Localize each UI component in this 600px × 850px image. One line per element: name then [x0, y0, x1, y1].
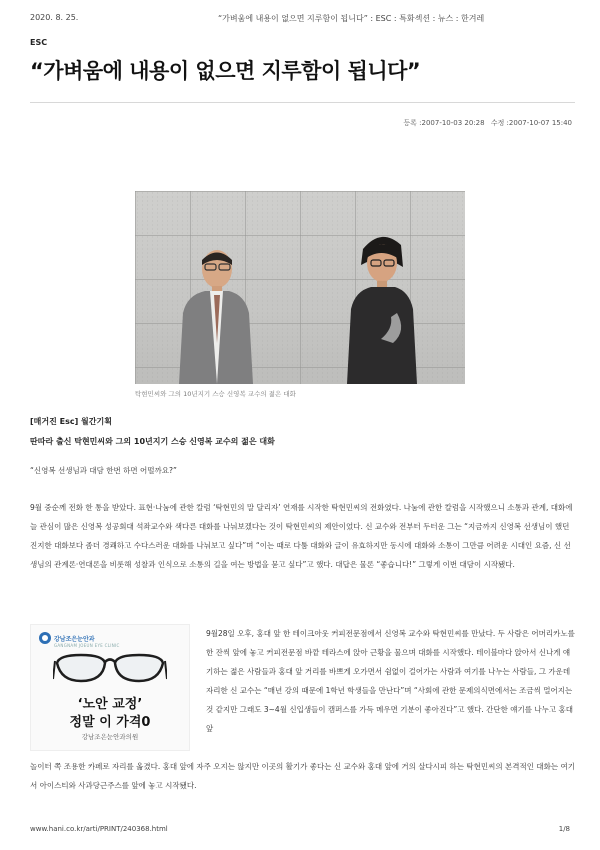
article-meta: [399, 118, 572, 128]
person-right-figure: [341, 231, 421, 384]
registered-timestamp: 등록 :2007-10-03 20:28: [403, 119, 485, 127]
section-label[interactable]: ESC: [30, 38, 48, 47]
print-url: www.hani.co.kr/arti/PRINT/240368.html: [30, 825, 168, 833]
ad-tagline-1: ‘노안 교정’: [77, 697, 143, 712]
headline-divider: [30, 102, 575, 103]
ad-tagline-2: 정말 이 가격0: [69, 715, 151, 730]
article-subtitle: 딴따라 출신 탁현민씨와 그의 10년지기 스승 신영복 교수의 젊은 대화: [30, 437, 275, 446]
article-paragraph-3: 놀이터 쪽 조용한 카페로 자리를 옮겼다. 홍대 앞에 자주 오지는 않지만 이곳의 활기가 좋다는 신 교수와 홍대 앞에 거의 살다시피 하는 탁현민씨의 본격적인 대화는 여기서 아이스티와 사과당근주스를 앞에 놓고 시작됐다.: [30, 762, 576, 790]
person-left-figure: [175, 243, 255, 384]
print-header: [30, 13, 570, 27]
modified-timestamp: 수정 :2007-10-07 15:40: [490, 119, 572, 127]
eyeglasses-icon: [53, 649, 167, 689]
article-paragraph-2: 9월28일 오후, 홍대 앞 한 테이크아웃 커피전문점에서 신영복 교수와 탁현민씨를 만났다. 두 사람은 어머리카노를 한 잔씩 앞에 놓고 커피전문점 바깥 테라스에 앉아 근황을 물으며 대화를 시작했다. 테이블마다 앉아서 신나게 얘기하는 젊은 사람들과 홍대 앞 거리를 바쁘게 오가면서 쉼없이 걸어가는 사람과 여기를 나누는 사람들, 그 가운데 자리한 신 교수는 “매년 강의 때문에 1학년 학생들을 만난다”며 “사회에 관한 문제의식면에서는 조금씩 멀어지는 것 같지만 그래도 3~4월 신입생들이 캠퍼스를 가득 메우면 기분이 좋아진다”고 했다. 간단한 얘기를 나누고 홍대 앞: [206, 629, 575, 733]
article-headline: “가벼움에 내용이 없으면 지루함이 됩니다”: [30, 59, 421, 83]
article-photo: [135, 191, 465, 384]
article-kicker: [매거진 Esc] 월간기획: [30, 417, 112, 426]
ad-clinic-name: 강남조은눈안과: [54, 636, 95, 643]
print-page-title: “가벼움에 내용이 없으면 지루함이 됩니다” : ESC : 특화섹션 : 뉴스 : 한겨레: [218, 14, 485, 23]
photo-caption: 탁현민씨와 그의 10년지기 스승 신영복 교수의 젊은 대화: [135, 390, 296, 398]
opening-quote: “신영복 선생님과 대담 한번 하면 어떨까요?”: [30, 466, 177, 475]
ad-clinic-subtitle: GANGNAM JOEUN EYE CLINIC: [54, 643, 120, 648]
ad-footer-clinic: 강남조은눈안과의원: [81, 733, 139, 741]
print-date: 2020. 8. 25.: [30, 13, 79, 22]
page-number: 1/8: [558, 825, 570, 833]
ad-banner[interactable]: [30, 624, 190, 751]
clinic-logo-icon: [39, 632, 51, 644]
article-paragraph-1: 9월 중순께 전화 한 통을 받았다. 표현·나눔에 관한 칼럼 ‘탁현민의 말 달리자’ 연재를 시작한 탁현민씨의 전화였다. 나눔에 관한 칼럼을 시작했으니 소통과 관계, 대화에 늘 관심이 많은 신영복 성공회대 석좌교수와 색다른 대화를 나눠보겠다는 것이 탁현민씨의 제안이었다. 신 교수와 전부터 두터운 그는 “지금까지 신영복 선생님이 했던 진지한 대화보다 좀더 경쾌하고 수다스러운 대화를 나눠보고 싶다”며 “이는 때로 다툼 대화와 글이 유효하지만 동시에 대화와 소통이 그만큼 어려운 시대인 요즘, 신 선생님의 관계론·연대론을 비롯해 성찰과 인식으로 소통의 길을 여는 방법을 묻고 싶다”고 했다. 대답은 물론 “좋습니다!” 그렇게 이번 대담이 시작됐다.: [30, 503, 573, 569]
